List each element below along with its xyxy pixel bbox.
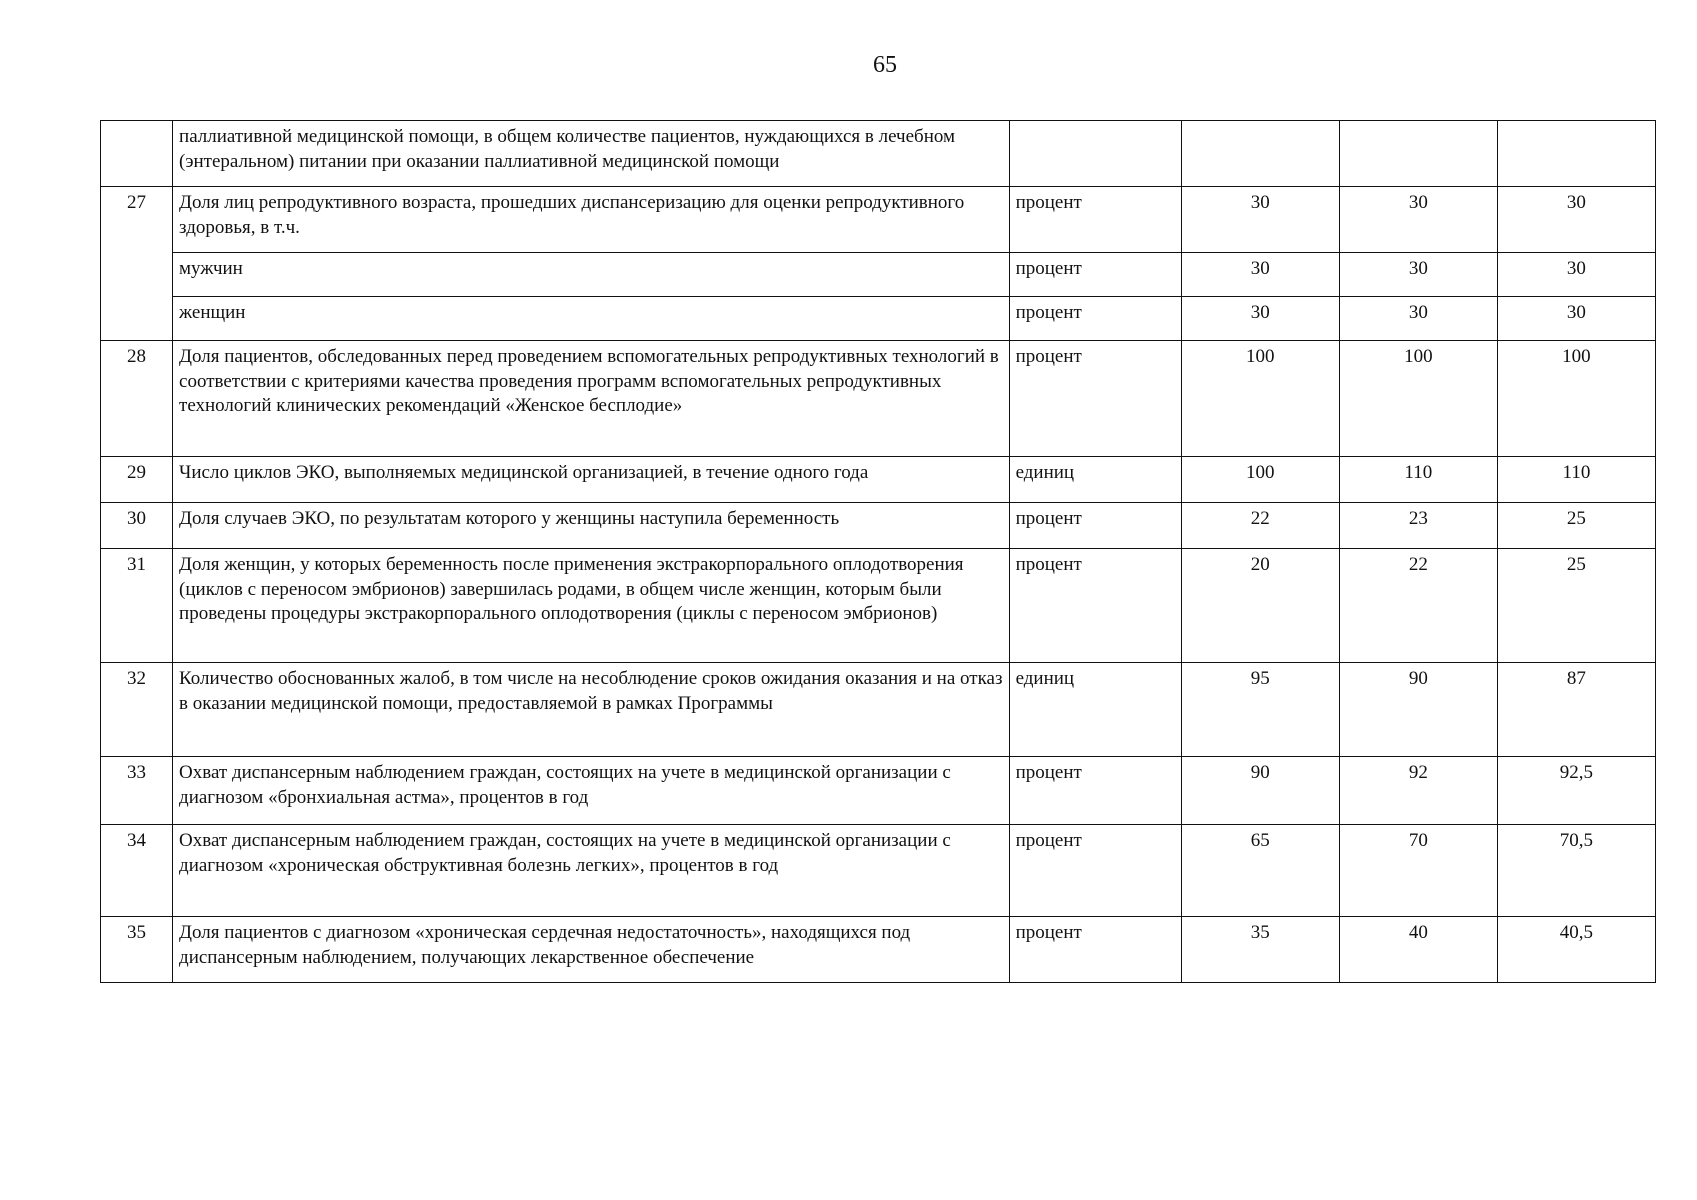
- value-cell-3: 100: [1497, 341, 1655, 457]
- indicator-description: Охват диспансерным наблюдением граждан, состоящих на учете в медицинской организации с диагнозом «хроническая обструктивная болезнь легких», процентов в год: [173, 825, 1010, 917]
- indicator-description: Доля лиц репродуктивного возраста, прошедших диспансеризацию для оценки репродуктивного здоровья, в т.ч.: [173, 187, 1010, 253]
- indicator-description: мужчин: [173, 253, 1010, 297]
- value-cell-1: 95: [1181, 663, 1339, 757]
- value-cell-3: 92,5: [1497, 757, 1655, 825]
- indicator-description: Доля пациентов, обследованных перед проведением вспомогательных репродуктивных технологий в соответствии с критериями качества проведения программ вспомогательных репродуктивных технологий клинических рекомендаций «Женское бесплодие»: [173, 341, 1010, 457]
- value-cell-1: 30: [1181, 253, 1339, 297]
- indicator-description: Число циклов ЭКО, выполняемых медицинской организацией, в течение одного года: [173, 457, 1010, 503]
- value-cell-3: 25: [1497, 549, 1655, 663]
- value-cell-3: 40,5: [1497, 917, 1655, 983]
- value-cell-2: 92: [1339, 757, 1497, 825]
- indicator-description: женщин: [173, 297, 1010, 341]
- row-number: 33: [101, 757, 173, 825]
- value-cell-2: 30: [1339, 187, 1497, 253]
- value-cell-2: 40: [1339, 917, 1497, 983]
- table-row: [101, 297, 1656, 341]
- unit-cell: процент: [1009, 297, 1181, 341]
- indicators-table: [100, 120, 1656, 983]
- page-number: 65: [873, 52, 897, 78]
- unit-cell: процент: [1009, 917, 1181, 983]
- value-cell-2: [1339, 121, 1497, 187]
- value-cell-3: 87: [1497, 663, 1655, 757]
- value-cell-1: 90: [1181, 757, 1339, 825]
- unit-cell: процент: [1009, 503, 1181, 549]
- table-row: [101, 917, 1656, 983]
- value-cell-1: 100: [1181, 457, 1339, 503]
- value-cell-3: [1497, 121, 1655, 187]
- table-row: [101, 663, 1656, 757]
- value-cell-2: 30: [1339, 253, 1497, 297]
- unit-cell: процент: [1009, 757, 1181, 825]
- table-row: [101, 187, 1656, 253]
- table-row: [101, 253, 1656, 297]
- value-cell-1: 20: [1181, 549, 1339, 663]
- value-cell-3: 25: [1497, 503, 1655, 549]
- value-cell-2: 100: [1339, 341, 1497, 457]
- value-cell-2: 70: [1339, 825, 1497, 917]
- table-row: [101, 549, 1656, 663]
- row-number: 27: [101, 187, 173, 341]
- unit-cell: процент: [1009, 341, 1181, 457]
- value-cell-1: [1181, 121, 1339, 187]
- value-cell-3: 30: [1497, 297, 1655, 341]
- value-cell-1: 30: [1181, 297, 1339, 341]
- value-cell-3: 30: [1497, 253, 1655, 297]
- value-cell-2: 90: [1339, 663, 1497, 757]
- value-cell-1: 35: [1181, 917, 1339, 983]
- indicator-description: Доля пациентов с диагнозом «хроническая сердечная недостаточность», находящихся под диспансерным наблюдением, получающих лекарственное обеспечение: [173, 917, 1010, 983]
- table-row-continuation: [101, 121, 1656, 187]
- value-cell-2: 22: [1339, 549, 1497, 663]
- value-cell-2: 23: [1339, 503, 1497, 549]
- value-cell-1: 65: [1181, 825, 1339, 917]
- row-number: 29: [101, 457, 173, 503]
- value-cell-3: 70,5: [1497, 825, 1655, 917]
- value-cell-1: 100: [1181, 341, 1339, 457]
- value-cell-2: 110: [1339, 457, 1497, 503]
- row-number-cell: [101, 121, 173, 187]
- table-row: [101, 757, 1656, 825]
- unit-cell: процент: [1009, 825, 1181, 917]
- row-number: 31: [101, 549, 173, 663]
- table-row: [101, 825, 1656, 917]
- value-cell-3: 110: [1497, 457, 1655, 503]
- row-number: 28: [101, 341, 173, 457]
- table-row: [101, 503, 1656, 549]
- unit-cell: единиц: [1009, 457, 1181, 503]
- value-cell-3: 30: [1497, 187, 1655, 253]
- indicator-description: Доля женщин, у которых беременность после применения экстракорпорального оплодотворения (циклов с переносом эмбрионов) завершилась родами, в общем числе женщин, которым были проведены процедуры экстракорпорального оплодотворения (циклы с переносом эмбрионов): [173, 549, 1010, 663]
- indicator-description: Доля случаев ЭКО, по результатам которого у женщины наступила беременность: [173, 503, 1010, 549]
- unit-cell: процент: [1009, 187, 1181, 253]
- row-number: 34: [101, 825, 173, 917]
- value-cell-1: 22: [1181, 503, 1339, 549]
- value-cell-2: 30: [1339, 297, 1497, 341]
- unit-cell: [1009, 121, 1181, 187]
- indicator-description: паллиативной медицинской помощи, в общем количестве пациентов, нуждающихся в лечебном (энтеральном) питании при оказании паллиативной медицинской помощи: [173, 121, 1010, 187]
- table-row: [101, 341, 1656, 457]
- indicator-description: Количество обоснованных жалоб, в том числе на несоблюдение сроков ожидания оказания и на отказ в оказании медицинской помощи, предоставляемой в рамках Программы: [173, 663, 1010, 757]
- row-number: 35: [101, 917, 173, 983]
- unit-cell: единиц: [1009, 663, 1181, 757]
- indicator-description: Охват диспансерным наблюдением граждан, состоящих на учете в медицинской организации с диагнозом «бронхиальная астма», процентов в год: [173, 757, 1010, 825]
- table-row: [101, 457, 1656, 503]
- value-cell-1: 30: [1181, 187, 1339, 253]
- row-number: 30: [101, 503, 173, 549]
- unit-cell: процент: [1009, 253, 1181, 297]
- unit-cell: процент: [1009, 549, 1181, 663]
- row-number: 32: [101, 663, 173, 757]
